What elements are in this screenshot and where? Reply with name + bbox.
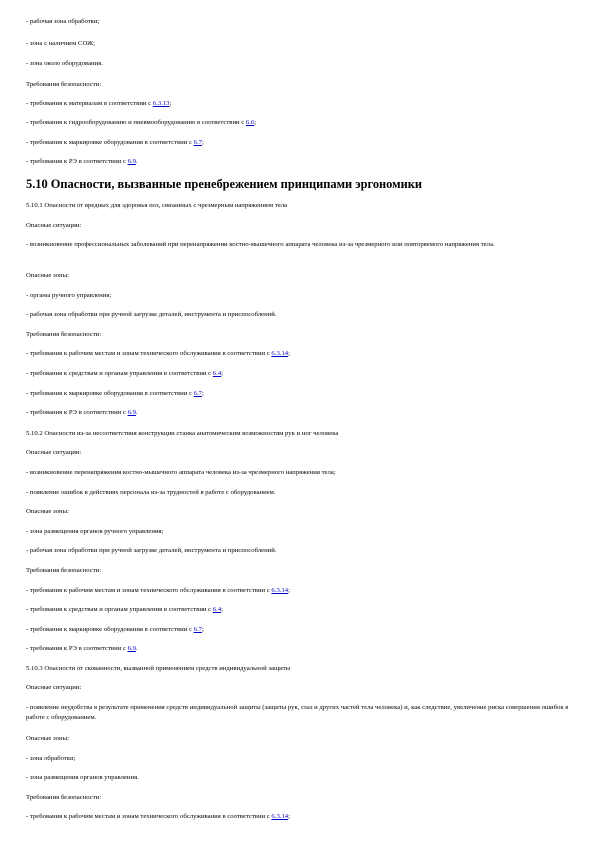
punctuation: ; — [201, 390, 204, 397]
clause-link[interactable]: 6.9 — [127, 409, 136, 416]
punctuation: . — [135, 645, 138, 652]
subsection-heading: 5.10.3 Опасности от скованности, вызванной применением средств индивидуальной защиты — [26, 665, 291, 672]
requirement-line — [26, 625, 572, 635]
punctuation: ; — [288, 350, 290, 357]
requirement-line — [26, 389, 572, 399]
punctuation: ; — [201, 626, 204, 633]
subsection-heading: 5.10.1 Опасности от вредных для здоровья поз, связанных с чрезмерным напряжением тела — [26, 202, 288, 209]
text-line: - рабочая зона обработки; — [26, 18, 100, 25]
clause-link[interactable]: 6.3.14 — [271, 587, 289, 594]
text-line: Требования безопасности: — [26, 81, 102, 88]
subsection-heading: 5.10.2 Опасности из-за несоответствия конструкции станка анатомическим возможностям рук и ног человека — [26, 430, 339, 437]
text-line: - рабочая зона обработки при ручной загрузке деталей, инструмента и приспособлений. — [26, 311, 277, 318]
requirement-text: - требования к РЭ в соответствии с — [26, 645, 128, 652]
requirement-line — [26, 605, 572, 615]
punctuation: ; — [221, 606, 224, 613]
requirement-text: - требования к рабочим местам и зонам технического обслуживания в соответствии с — [26, 813, 272, 820]
text-paragraph: - возникновение профессиональных заболеваний при перенапряжении костно-мышечного аппарата человека из-за чрезмерного или повторяемого напряжения тела. — [26, 241, 495, 248]
punctuation: . — [135, 409, 138, 416]
text-line: Опасные зоны: — [26, 735, 69, 742]
text-line: - зона размещения органов управления. — [26, 774, 139, 781]
text-line: - появление ошибок в действиях персонала из-за трудностей в работе с оборудованием. — [26, 489, 276, 496]
punctuation: ; — [254, 119, 257, 126]
requirement-text: - требования к гидрооборудованию и пневмооборудованию в соответствии с — [26, 119, 246, 126]
punctuation: . — [135, 158, 138, 165]
clause-link[interactable]: 6.3.14 — [271, 813, 289, 820]
clause-link[interactable]: 6.4 — [212, 370, 222, 377]
requirement-text: - требования к рабочим местам и зонам технического обслуживания в соответствии с — [26, 350, 272, 357]
requirement-line — [26, 157, 572, 167]
text-line: - зона размещения органов ручного управления; — [26, 528, 164, 535]
clause-link[interactable]: 6.7 — [193, 390, 202, 397]
punctuation: ; — [201, 139, 204, 146]
clause-link[interactable]: 6.7 — [193, 626, 202, 633]
text-line: - зона с наличием СОЖ; — [26, 40, 96, 47]
requirement-text: - требования к средствам и органам управления в соответствии с — [26, 370, 213, 377]
text-line: - зона обработки; — [26, 755, 76, 762]
text-line: Требования безопасности: — [26, 567, 102, 574]
requirement-text: - требования к маркировке оборудования в соответствии с — [26, 626, 194, 633]
requirement-text: - требования к средствам и органам управления в соответствии с — [26, 606, 213, 613]
punctuation: ; — [288, 587, 290, 594]
text-paragraph: - появление неудобства в результате применения средств индивидуальной защиты (защиты рук, глаз и других частей тела человека) и, как следствие, увеличение риска совершения ошибок в работе с оборудованием. — [26, 704, 569, 722]
requirement-line — [26, 369, 572, 379]
requirement-line — [26, 349, 572, 359]
text-line: - возникновение перенапряжения костно-мышечного аппарата человека из-за чрезмерного напряжения тела; — [26, 469, 336, 476]
requirement-text: - требования к материалам в соответствии с — [26, 100, 153, 107]
clause-link[interactable]: 6.4 — [212, 606, 222, 613]
clause-link[interactable]: 6.3.14 — [271, 350, 289, 357]
text-line: Опасные ситуации: — [26, 449, 82, 456]
clause-link[interactable]: 6.9 — [127, 645, 136, 652]
requirement-line — [26, 812, 572, 822]
requirement-line — [26, 644, 572, 654]
clause-link[interactable]: 6.7 — [193, 139, 202, 146]
requirement-line — [26, 586, 572, 596]
clause-link[interactable]: 6.9 — [127, 158, 136, 165]
text-line: - зона около оборудования. — [26, 60, 103, 67]
text-line: Требования безопасности: — [26, 794, 102, 801]
requirement-text: - требования к РЭ в соответствии с — [26, 409, 128, 416]
requirement-text: - требования к маркировке оборудования в соответствии с — [26, 139, 194, 146]
requirement-line — [26, 138, 572, 148]
requirement-line — [26, 99, 572, 109]
text-line: Опасные зоны: — [26, 508, 69, 515]
text-line: Опасные зоны: — [26, 272, 69, 279]
text-line: Опасные ситуации: — [26, 684, 82, 691]
text-line: - органы ручного управления; — [26, 292, 112, 299]
requirement-line — [26, 408, 572, 418]
punctuation: ; — [221, 370, 224, 377]
requirement-text: - требования к рабочим местам и зонам технического обслуживания в соответствии с — [26, 587, 272, 594]
clause-link[interactable]: 6.3.13 — [152, 100, 170, 107]
requirement-text: - требования к маркировке оборудования в соответствии с — [26, 390, 194, 397]
requirement-line — [26, 118, 572, 128]
text-line: - рабочая зона обработки при ручной загрузке деталей, инструмента и приспособлений. — [26, 547, 277, 554]
text-line: Требования безопасности: — [26, 331, 102, 338]
text-line: Опасные ситуации: — [26, 222, 82, 229]
requirement-text: - требования к РЭ в соответствии с — [26, 158, 128, 165]
punctuation: ; — [288, 813, 290, 820]
section-heading: 5.10 Опасности, вызванные пренебрежением принципами эргономики — [26, 177, 422, 191]
punctuation: ; — [169, 100, 172, 107]
clause-link[interactable]: 6.6 — [245, 119, 255, 126]
